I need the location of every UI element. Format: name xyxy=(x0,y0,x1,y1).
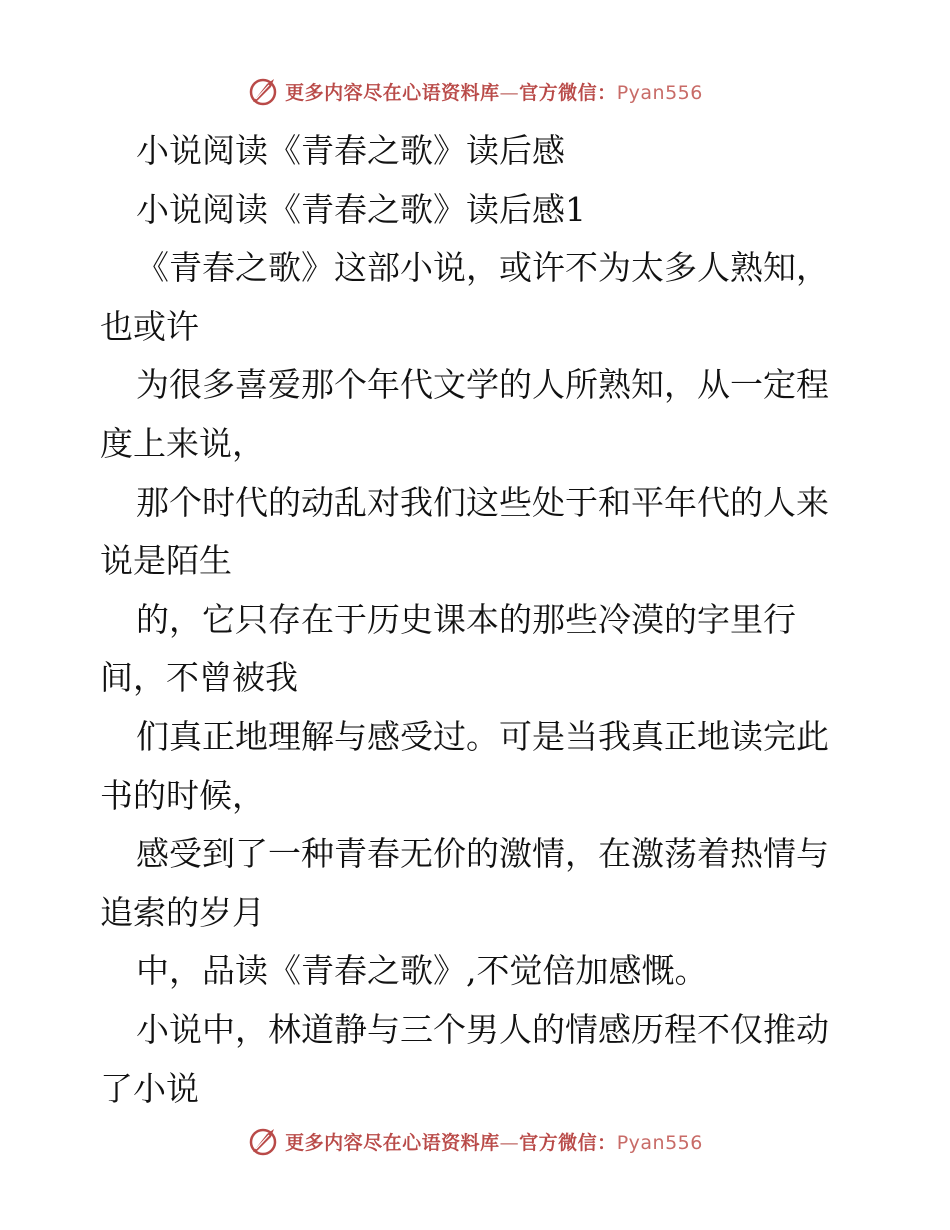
header-banner-dash: — xyxy=(499,81,520,104)
paragraph-line: 小说中，林道静与三个男人的情感历程不仅推动 xyxy=(136,1009,829,1049)
paragraph-line: 也或许 xyxy=(100,306,199,346)
footer-banner-main: 更多内容尽在心语资料库 xyxy=(285,1131,500,1154)
paragraph-line: 间，不曾被我 xyxy=(100,658,298,698)
paragraph-line: 们真正地理解与感受过。可是当我真正地读完此 xyxy=(136,716,829,756)
paragraph-line: 中，品读《青春之歌》,不觉倍加感慨。 xyxy=(136,951,708,991)
paragraph-line: 感受到了一种青春无价的激情，在激荡着热情与 xyxy=(136,834,829,874)
header-banner-main: 更多内容尽在心语资料库 xyxy=(285,81,500,104)
footer-banner xyxy=(0,1121,950,1161)
paragraph-line: 说是陌生 xyxy=(100,541,232,581)
document-subtitle: 小说阅读《青春之歌》读后感1 xyxy=(136,189,586,229)
footer-banner-dash: — xyxy=(499,1131,520,1154)
quill-pen-logo-icon xyxy=(247,1125,279,1157)
document-title: 小说阅读《青春之歌》读后感 xyxy=(136,131,565,170)
footer-banner-wechat: Pyan556 xyxy=(616,1131,703,1154)
header-banner xyxy=(0,71,950,111)
header-banner-wechat: Pyan556 xyxy=(616,81,703,104)
paragraph-line: 《青春之歌》这部小说，或许不为太多人熟知， xyxy=(136,248,829,288)
footer-banner-tail: 官方微信： xyxy=(519,1131,617,1154)
header-banner-tail: 官方微信： xyxy=(519,81,617,104)
paragraph-line: 的，它只存在于历史课本的那些冷漠的字里行 xyxy=(136,599,796,639)
paragraph-line: 度上来说， xyxy=(100,423,265,463)
document-body xyxy=(100,122,860,1118)
paragraph-line: 那个时代的动乱对我们这些处于和平年代的人来 xyxy=(136,482,829,522)
paragraph-line: 书的时候， xyxy=(100,775,265,815)
paragraph-line: 为很多喜爱那个年代文学的人所熟知，从一定程 xyxy=(136,365,829,405)
paragraph-line: 追索的岁月 xyxy=(100,892,265,932)
footer-banner-text xyxy=(285,1128,703,1155)
quill-pen-logo-icon xyxy=(247,75,279,107)
header-banner-text xyxy=(285,78,703,105)
paragraph-line: 了小说 xyxy=(100,1068,199,1108)
